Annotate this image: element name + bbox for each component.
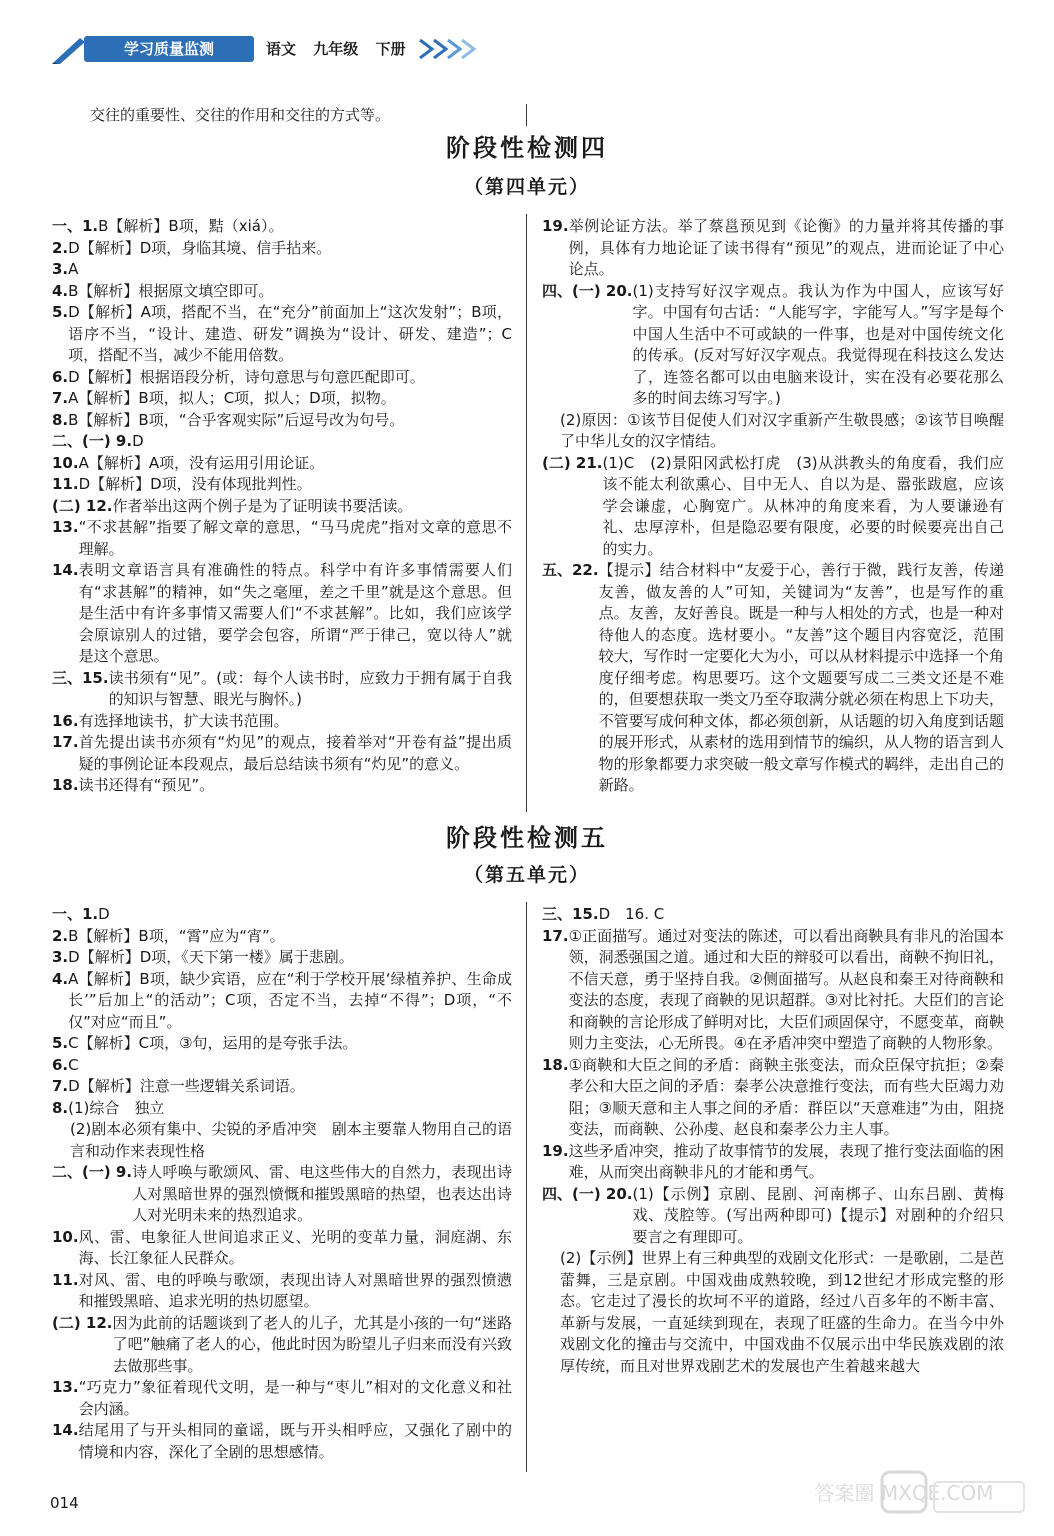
- book-title: 学习质量监测: [84, 36, 254, 62]
- answer-item: [542, 1184, 1004, 1249]
- answer-subitem: (2)【示例】世界上有三种典型的戏剧文化形式：一是歌剧，二是芭蕾舞，三是京剧。中国戏曲成熟较晚，到12世纪才形成完整的形态。它走过了漫长的坎坷不平的道路，经过八百多年的不断丰富、革新与发展，一直延续到现在，表现了旺盛的生命力。在当今中外戏剧文化的撞击与交流中，中国戏曲不仅展示出中华民族戏剧的浓厚传统，而且对世界戏剧艺术的发展也产生着越来越大: [560, 1249, 1004, 1375]
- answer-text: 举例论证方法。举了蔡邕预见到《论衡》的力量并将其传播的事例，具体有力地论证了读书得有“预见”的观点，进而论证了中心论点。: [568, 217, 1004, 278]
- question-number: 7.: [52, 1077, 69, 1095]
- answers-left-column: [52, 216, 512, 797]
- answer-item: [52, 1420, 512, 1463]
- answer-item: [52, 904, 512, 926]
- answer-text: (1)【示例】京剧、昆剧、河南梆子、山东吕剧、黄梅戏、茂腔等。(写出两种即可)【提示】对剧种的介绍只要言之有理即可。: [632, 1184, 1004, 1246]
- answer-item: [542, 1055, 1004, 1141]
- answer-item: [52, 1227, 512, 1270]
- question-number: 14.: [52, 561, 79, 579]
- question-number: 13.: [52, 1378, 79, 1396]
- answer-item: [52, 1162, 512, 1227]
- answer-text: 首先提出读书亦须有“灼见”的观点，接着举对“开卷有益”提出质疑的事例论证本段观点，最后总结读书须有“灼见”的意义。: [78, 733, 512, 773]
- answer-text: 因为此前的话题谈到了老人的儿子，尤其是小孩的一句“迷路了吧”触痛了老人的心，他此时因为盼望儿子归来而没有兴致去做那些事。: [112, 1313, 512, 1375]
- question-number: 11.: [52, 475, 79, 493]
- answer-item: [52, 711, 512, 733]
- answer-text: B【解析】B项，黠（xiá）。: [98, 217, 284, 235]
- answer-item: [52, 367, 512, 389]
- answer-item: [52, 560, 512, 668]
- answer-item: [542, 453, 1004, 561]
- page-number: 014: [50, 1494, 79, 1512]
- answer-item: [52, 496, 512, 518]
- question-number: 4.: [52, 969, 69, 988]
- section-subtitle: （第五单元）: [463, 864, 590, 886]
- answers-right-column: [542, 904, 1004, 1377]
- answer-item: [52, 517, 512, 560]
- answer-item: [52, 1055, 512, 1077]
- answer-item: [52, 388, 512, 410]
- answer-text: (1)C (2)景阳冈武松打虎 (3)从洪教头的角度看，我们应该不能太利欲熏心、目中无人、自以为是、嚣张跋扈，应该学会谦虚，心胸宽广。从林冲的角度来看，为人要谦逊有礼、忠厚淳朴，但是隐忍要有限度，必要的时候要亮出自己的实力。: [602, 453, 1004, 558]
- answer-item: [52, 668, 512, 711]
- answer-text: A【解析】B项，拟人；C项，拟人；D项，拟物。: [68, 389, 396, 407]
- answer-text: C: [68, 1055, 79, 1074]
- question-number: 4.: [52, 281, 69, 300]
- answer-text: D: [98, 905, 110, 923]
- question-number: 10.: [52, 1227, 79, 1246]
- section-title: 阶段性检测四: [446, 134, 608, 162]
- answer-text: D【解析】D项，《天下第一楼》属于悲剧。: [68, 948, 354, 966]
- answer-item: [52, 1098, 512, 1120]
- question-number: (二) 12.: [52, 496, 113, 515]
- question-number: 18.: [52, 776, 79, 794]
- question-number: (二) 12.: [52, 1313, 113, 1332]
- chevron-right-icon: [418, 38, 490, 60]
- question-number: 四、(一) 20.: [542, 1184, 633, 1203]
- answer-text: D【解析】D项，没有体现批判性。: [78, 475, 312, 493]
- question-number: 16.: [52, 711, 79, 730]
- answer-text: A: [68, 260, 79, 278]
- answer-text: 读书还得有“预见”。: [78, 776, 215, 794]
- answer-text: ①正面描写。通过对变法的陈述，可以看出商鞅具有非凡的治国本领，洞悉强国之道。通过和大臣的辩驳可以看出，商鞅不拘旧礼，不信天意，勇于坚持自我。②侧面描写。从赵良和秦王对待商鞅和变法的态度，表现了商鞅的见识超群。③对比衬托。大臣们的言论和商鞅的言论形成了鲜明对比，大臣们顽固保守，不愿变革，商鞅则力主变法，心无所畏。④在矛盾冲突中塑造了商鞅的人物形象。: [568, 926, 1004, 1052]
- answer-item: [52, 1270, 512, 1313]
- answer-item: [52, 732, 512, 775]
- answer-item: [52, 969, 512, 1034]
- answer-text: D【解析】D项，身临其境、信手拈来。: [68, 238, 332, 257]
- answer-text: 有选择地读书，扩大读书范围。: [78, 711, 289, 730]
- column-divider: [526, 902, 527, 1472]
- answer-subitem: (2)剧本必须有集中、尖锐的矛盾冲突 剧本主要靠人物用自己的语言和动作来表现性格: [70, 1120, 512, 1160]
- answer-text: B【解析】B项，“霄”应为“宵”。: [68, 926, 285, 945]
- answer-text: 这些矛盾冲突，推动了故事情节的发展，表现了推行变法面临的困难，从而突出商鞅非凡的才能和勇气。: [568, 1141, 1004, 1181]
- question-number: 17.: [52, 733, 79, 751]
- question-number: 17.: [542, 926, 569, 945]
- question-number: 3.: [52, 260, 69, 278]
- answer-item: [52, 281, 512, 303]
- answer-text: D 16. C: [598, 905, 665, 923]
- answer-item: [542, 216, 1004, 281]
- answer-text: D【解析】根据语段分析，诗句意思与句意匹配即可。: [68, 367, 425, 386]
- question-number: 一、1.: [52, 217, 99, 235]
- answer-item: [52, 302, 512, 367]
- answers-left-column: [52, 904, 512, 1463]
- answer-text: D【解析】注意一些逻辑关系词语。: [68, 1077, 305, 1095]
- section-subtitle: （第四单元）: [463, 176, 590, 198]
- book-info: [266, 38, 418, 60]
- question-number: 10.: [52, 453, 79, 472]
- question-number: 5.: [52, 303, 69, 321]
- question-number: 一、1.: [52, 905, 99, 923]
- answer-text: B【解析】B项，“合乎客观实际”后逗号改为句号。: [68, 410, 405, 429]
- answer-text: B【解析】根据原文填空即可。: [68, 281, 274, 300]
- answer-item: [542, 560, 1004, 797]
- question-number: 19.: [542, 217, 569, 235]
- question-number: 6.: [52, 1055, 69, 1074]
- header-banner: [50, 34, 450, 64]
- answer-text: 【提示】结合材料中“友爱于心，善行于微，践行友善，传递友善，做友善的人”可知，关键词为“友善”，也是写作的重点。友善，友好善良。既是一种与人相处的方式，也是一种对待他人的态度。选材要小。“友善”这个题目内容宽泛，范围较大，写作时一定要化大为小，可以从材料提示中选择一个角度仔细考虑。构思要巧。这个文题要写成二三类文还是不难的，但要想获取一类文乃至夺取满分就必须在构思上下功夫，不管要写成何种文体，都必须创新，从话题的切入角度到话题的展开形式，从素材的选用到情节的编织，从人物的语言到人物的形象都要力求突破一般文章写作模式的羁绊，走出自己的新路。: [598, 561, 1004, 794]
- question-number: 8.: [52, 1098, 69, 1117]
- column-divider: [526, 104, 527, 126]
- question-number: 2.: [52, 238, 69, 257]
- question-number: 五、22.: [542, 561, 599, 579]
- question-number: 13.: [52, 518, 79, 536]
- answer-text: (1)支持写好汉字观点。我认为作为中国人，应该写好字。中国有句古话：“人能写字，字能写人。”写字是每个中国人生活中不可或缺的一件事，也是对中国传统文化的传承。(反对写好汉字观点。我觉得现在科技这么发达了，连签名都可以由电脑来设计，实在没有必要花那么多的时间去练习写字。): [632, 281, 1004, 407]
- answer-text: 对风、雷、电的呼唤与歌颂，表现出诗人对黑暗世界的强烈愤懑和摧毁黑暗、追求光明的热切愿望。: [78, 1270, 512, 1310]
- question-number: (二) 21.: [542, 453, 603, 472]
- answer-item: [542, 904, 1004, 926]
- section-title: 阶段性检测五: [446, 824, 608, 852]
- answer-item: [52, 1313, 512, 1378]
- answer-text: C【解析】C项，③句，运用的是夸张手法。: [68, 1034, 358, 1052]
- answer-item: [542, 1141, 1004, 1184]
- question-number: 11.: [52, 1270, 79, 1289]
- answer-item: [52, 431, 512, 453]
- answer-text: ①商鞅和大臣之间的矛盾：商鞅主张变法，而众臣保守抗拒；②秦孝公和大臣之间的矛盾：秦孝公决意推行变法，而有些大臣竭力劝阻；③顺天意和主人事之间的矛盾：群臣以“天意难违”为由，阻挠变法，而商鞅、公孙虔、赵良和秦孝公力主人事。: [568, 1055, 1004, 1138]
- answer-item: [52, 1377, 512, 1420]
- answer-item: [52, 1076, 512, 1098]
- answer-item: [52, 926, 512, 948]
- answer-text: 作者举出这两个例子是为了证明读书要活读。: [112, 496, 413, 515]
- answer-item: [52, 216, 512, 238]
- answer-item: [52, 238, 512, 260]
- question-number: 三、15.: [542, 905, 599, 923]
- answer-text: (1)综合 独立: [68, 1098, 165, 1117]
- answer-item: [52, 410, 512, 432]
- answer-item: [52, 1033, 512, 1055]
- question-number: 7.: [52, 389, 69, 407]
- answer-item: [52, 259, 512, 281]
- answer-text: D【解析】A项，搭配不当，在“充分”前面加上“这次发射”；B项，语序不当，“设计、建造、研发”调换为“设计、研发、建造”；C项，搭配不当，减少不能用倍数。: [68, 303, 512, 364]
- answer-item: [52, 474, 512, 496]
- question-number: 6.: [52, 367, 69, 386]
- answer-item: [542, 281, 1004, 410]
- answer-text: A【解析】A项，没有运用引用论证。: [78, 453, 325, 472]
- carryover-text: 交往的重要性、交往的作用和交往的方式等。: [90, 106, 391, 124]
- question-number: 5.: [52, 1034, 69, 1052]
- answer-text: “不求甚解”指要了解文章的意思，“马马虎虎”指对文章的意思不理解。: [78, 518, 512, 558]
- volume-label: 下册: [375, 40, 406, 58]
- watermark-logo: [814, 1468, 1030, 1528]
- subject-label: 语文: [266, 40, 297, 58]
- answer-text: D: [132, 432, 144, 450]
- answer-text: 风、雷、电象征人世间追求正义、光明的变革力量，洞庭湖、东海、长江象征人民群众。: [78, 1227, 512, 1267]
- question-number: 19.: [542, 1141, 569, 1160]
- column-divider: [526, 214, 527, 812]
- question-number: 四、(一) 20.: [542, 281, 633, 300]
- answer-item: [52, 947, 512, 969]
- answer-item: [52, 453, 512, 475]
- answer-item: [542, 926, 1004, 1055]
- question-number: 18.: [542, 1055, 569, 1074]
- watermark-text: 答案圈 MXQE.COM: [814, 1481, 994, 1505]
- question-number: 三、15.: [52, 668, 109, 687]
- answer-text: 表明文章语言具有准确性的特点。科学中有许多事情需要人们有“求甚解”的精神，如“失之毫厘，差之千里”就是这个意思。但是生活中有许多事情又需要人们“不求甚解”。比如，我们应该学会原谅别人的过错，要学会包容，所谓“严于律己，宽以待人”就是这个意思。: [78, 561, 512, 665]
- answer-item: [52, 775, 512, 797]
- question-number: 二、(一) 9.: [52, 1163, 133, 1181]
- answer-text: 读书须有“见”。(或：每个人读书时，应致力于拥有属于自我的知识与智慧、眼光与胸怀。): [108, 668, 512, 708]
- answer-text: 诗人呼唤与歌颂风、雷、电这些伟大的自然力，表现出诗人对黑暗世界的强烈愤慨和摧毁黑暗的热望，也表达出诗人对光明未来的热烈追求。: [132, 1163, 512, 1224]
- answer-text: “巧克力”象征着现代文明，是一种与“枣儿”相对的文化意义和社会内涵。: [78, 1378, 512, 1418]
- question-number: 14.: [52, 1421, 79, 1439]
- answers-right-column: [542, 216, 1004, 797]
- question-number: 8.: [52, 410, 69, 429]
- answer-text: A【解析】B项，缺少宾语，应在“利于学校开展‘绿植养护、生命成长’”后加上“的活动”；C项，否定不当，去掉“不得”；D项，“不仅”对应“而且”。: [68, 969, 512, 1031]
- answer-subitem: (2)原因：①该节目促使人们对汉字重新产生敬畏感；②该节目唤醒了中华儿女的汉字情结。: [560, 410, 1004, 450]
- question-number: 2.: [52, 926, 69, 945]
- question-number: 二、(一) 9.: [52, 432, 133, 450]
- question-number: 3.: [52, 948, 69, 966]
- answer-text: 结尾用了与开头相同的童谣，既与开头相呼应，又强化了剧中的情境和内容，深化了全剧的思想感情。: [78, 1421, 512, 1461]
- grade-label: 九年级: [313, 40, 359, 58]
